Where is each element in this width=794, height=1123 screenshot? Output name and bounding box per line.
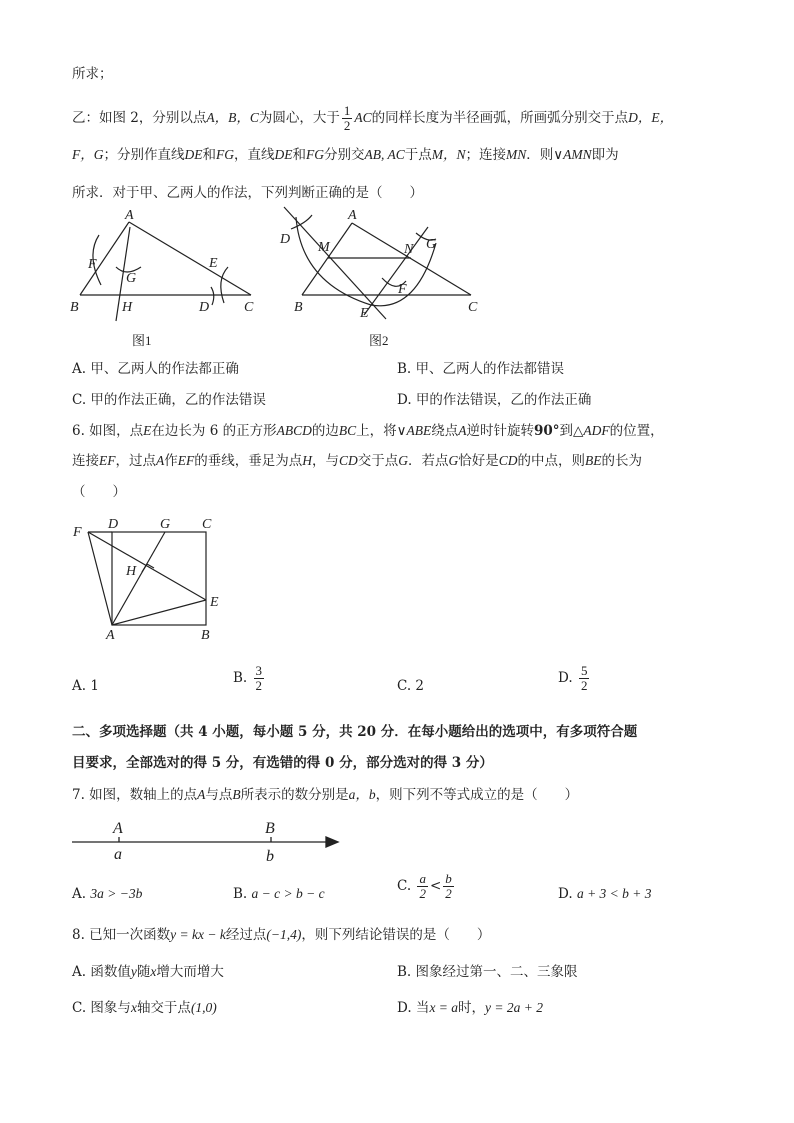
q7-label-point-b: B bbox=[265, 820, 275, 837]
q5-option-c[interactable]: C. 甲的作法正确，乙的作法错误 bbox=[72, 392, 266, 408]
fig2-side-ab bbox=[302, 223, 352, 295]
fig1-label-a: A bbox=[125, 208, 134, 223]
q5-line1: 乙：如图 2，分别以点A，B，C为圆心，大于 $\frac{1}{2}$ AC的同样长度为半径画弧，所画弧分别交于点D，E， bbox=[72, 103, 674, 133]
q5-line2: F，G；分别作直线DE和FG，直线DE和FG分别交AB, AC于点M，N；连接MN．则∨AMN即为 bbox=[72, 147, 619, 163]
q6-label-h: H bbox=[126, 564, 137, 579]
q5-line3: 所求．对于甲、乙两人的作法，下列判断正确的是（ ） bbox=[72, 185, 423, 201]
q6-line1: 6. 如图，点E在边长为 6 的正方形ABCD的边BC上，将∨ABE绕点A逆时针旋转90°到△ADF的位置， bbox=[72, 423, 664, 439]
q5-option-b[interactable]: B. 甲、乙两人的作法都错误 bbox=[397, 361, 565, 377]
fig2-label-e: E bbox=[360, 306, 369, 321]
q6-segment-fa bbox=[88, 532, 112, 625]
q8-stem: 8. 已知一次函数y = kx − k经过点(−1,4)，则下列结论错误的是（ ） bbox=[72, 927, 491, 943]
q8-option-d[interactable]: D. 当x = a时，y = 2a + 2 bbox=[397, 1000, 544, 1016]
q6-segment-fe bbox=[88, 532, 206, 600]
fig2-label-n: N bbox=[404, 242, 414, 257]
fig1-label-c: C bbox=[244, 300, 254, 315]
q6-label-d: D bbox=[108, 517, 119, 532]
q6-segment-ag bbox=[112, 532, 165, 625]
fig2-label-d: D bbox=[280, 232, 291, 247]
q8-option-b[interactable]: B. 图象经过第一、二、三象限 bbox=[397, 964, 578, 980]
q6-line2: 连接EF，过点A作EF的垂线，垂足为点H，与CD交于点G．若点G恰好是CD的中点，则BE的长为 bbox=[72, 453, 643, 469]
fig1-label-g: G bbox=[126, 271, 137, 286]
q6-label-c: C bbox=[202, 517, 212, 532]
q7-label-value-a: a bbox=[114, 846, 122, 863]
fig2-label-m: M bbox=[318, 240, 330, 255]
q6-option-c[interactable]: C. 2 bbox=[397, 678, 425, 694]
q7-option-c-fraction-b: $\frac{b}{2}$ bbox=[445, 871, 452, 901]
q6-option-b[interactable]: B. $\frac{3}{2}$ bbox=[233, 663, 263, 693]
figure-2 bbox=[280, 203, 486, 323]
q6-option-a[interactable]: A. 1 bbox=[72, 678, 99, 694]
fig1-label-b: B bbox=[70, 300, 79, 315]
section2-heading-line1: 二、多项选择题（共 4 小题，每小题 5 分，共 20 分．在每小题给出的选项中，有多项符合题 bbox=[72, 724, 638, 740]
fig2-label-f: F bbox=[398, 282, 407, 297]
fig1-side-ac bbox=[129, 222, 251, 295]
q6-label-g: G bbox=[160, 517, 171, 532]
q7-label-value-b: b bbox=[266, 848, 274, 865]
q6-option-d[interactable]: D. $\frac{5}{2}$ bbox=[558, 663, 588, 693]
q6-label-e: E bbox=[210, 595, 219, 610]
q7-axis-arrow bbox=[326, 837, 338, 847]
q7-option-c[interactable]: C. $\frac{a}{2}$ < $\frac{b}{2}$ bbox=[397, 871, 452, 901]
fig1-arc-d bbox=[211, 287, 214, 305]
q5-option-d[interactable]: D. 甲的作法错误，乙的作法正确 bbox=[397, 392, 592, 408]
figure-1 bbox=[66, 205, 276, 325]
fig2-side-ac bbox=[352, 223, 471, 295]
q7-option-c-fraction-a: $\frac{a}{2}$ bbox=[419, 871, 426, 901]
fig1-label-f: F bbox=[88, 257, 97, 272]
q6-line3: （ ） bbox=[72, 484, 126, 500]
fig1-label-d: D bbox=[199, 300, 210, 315]
fig1-label-e: E bbox=[209, 256, 218, 271]
q7-stem: 7. 如图，数轴上的点A与点B所表示的数分别是a，b，则下列不等式成立的是（ ） bbox=[72, 787, 579, 803]
q6-label-b: B bbox=[201, 628, 210, 643]
section2-heading-line2: 目要求，全部选对的得 5 分，有选错的得 0 分，部分选对的得 3 分） bbox=[72, 755, 493, 771]
q8-option-c[interactable]: C. 图象与x轴交于点(1,0) bbox=[72, 1000, 217, 1016]
fig1-caption: 图1 bbox=[132, 333, 152, 348]
q6-right-angle bbox=[142, 564, 154, 572]
fraction-half: $\frac{1}{2}$ bbox=[343, 103, 351, 133]
q7-number-line bbox=[68, 815, 348, 865]
q8-option-a[interactable]: A. 函数值y随x增大而增大 bbox=[72, 964, 224, 980]
fig2-label-g: G bbox=[426, 237, 437, 252]
q5-line0: 所求； bbox=[72, 66, 113, 82]
fig2-label-c: C bbox=[468, 300, 478, 315]
q5-option-a[interactable]: A. 甲、乙两人的作法都正确 bbox=[72, 361, 239, 377]
fig1-arc-e bbox=[221, 267, 228, 303]
figure-q6 bbox=[68, 512, 228, 644]
fig2-label-a: A bbox=[348, 208, 357, 223]
q6-segment-ae bbox=[112, 600, 206, 625]
q7-option-a[interactable]: A. 3a > −3b bbox=[72, 886, 143, 902]
fig2-caption: 图2 bbox=[369, 333, 389, 348]
fig2-label-b: B bbox=[294, 300, 303, 315]
q7-option-d[interactable]: D. a + 3 < b + 3 bbox=[558, 886, 652, 902]
q6-label-a: A bbox=[106, 628, 115, 643]
q6-option-d-fraction: $\frac{5}{2}$ bbox=[580, 663, 588, 693]
fig1-label-h: H bbox=[122, 300, 133, 315]
q6-label-f: F bbox=[73, 525, 82, 540]
q6-option-b-fraction: $\frac{3}{2}$ bbox=[255, 663, 263, 693]
q7-label-point-a: A bbox=[113, 820, 123, 837]
fig2-line-fg bbox=[364, 227, 428, 315]
q7-option-b[interactable]: B. a − c > b − c bbox=[233, 886, 325, 902]
